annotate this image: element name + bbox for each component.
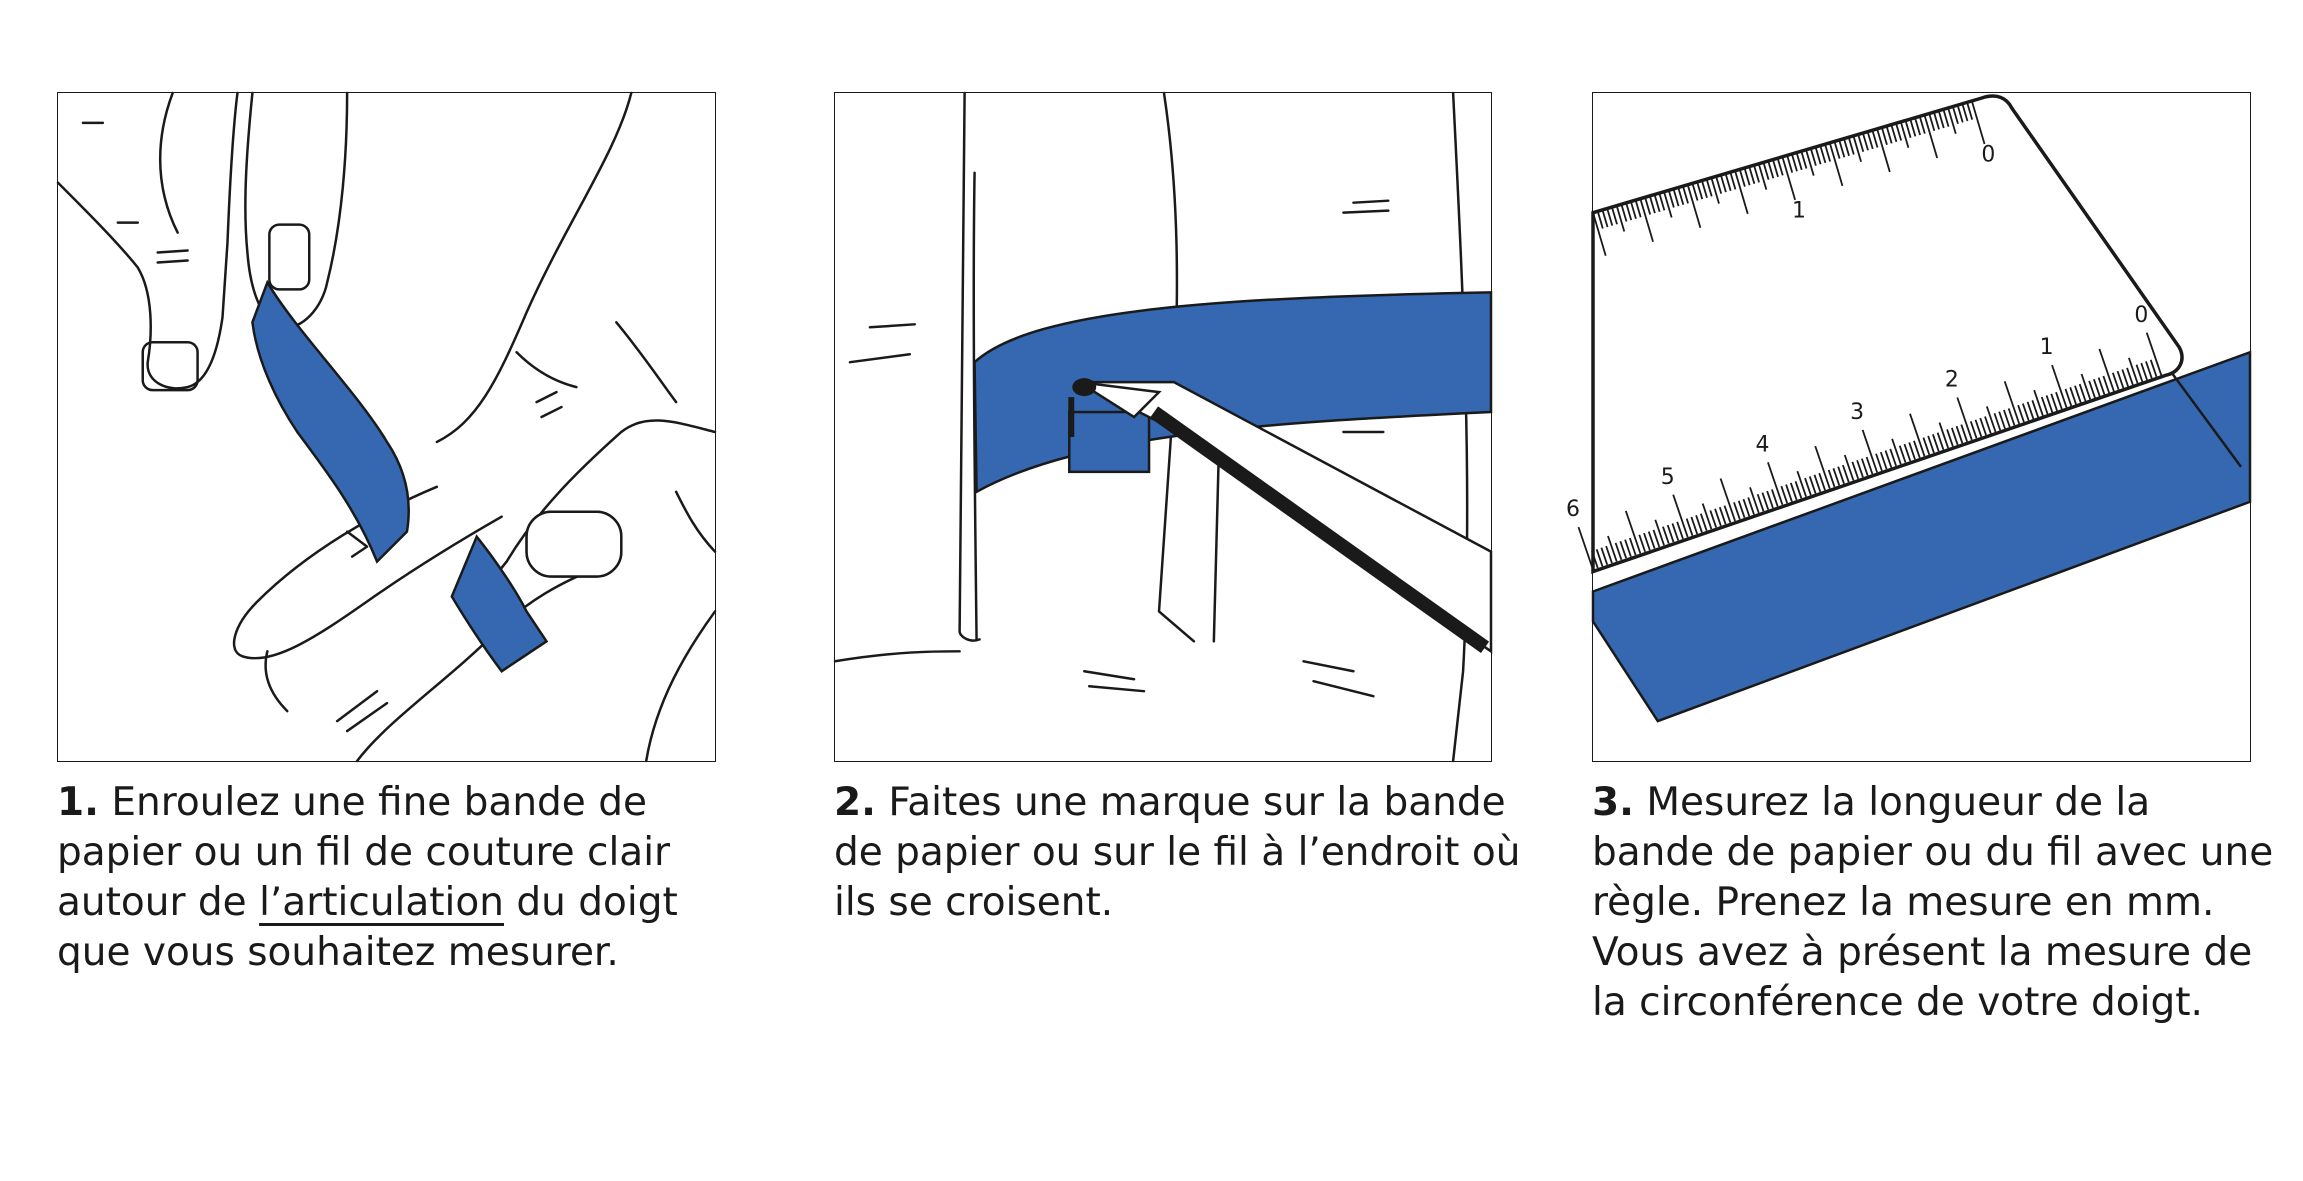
step-1-caption xyxy=(57,778,747,978)
pencil-marking-strip-illustration xyxy=(835,93,1491,761)
ruler-label: 0 xyxy=(1981,142,1996,168)
step-1-number: 1. xyxy=(57,780,99,825)
ruler-label: 1 xyxy=(2039,335,2054,361)
ruler-label: 1 xyxy=(1791,198,1806,224)
step-3-text: Mesurez la longueur de la bande de papier ou du fil avec une règle. Prenez la mesure en mm. Vous avez à présent la mesure de la circonférence de votre doigt. xyxy=(1592,780,2274,1025)
step-2-text: Faites une marque sur la bande de papier ou sur le fil à l’endroit où ils se croisent. xyxy=(834,780,1521,925)
step-2-caption xyxy=(834,778,1524,928)
step-1-illustration xyxy=(57,92,716,762)
ruler-label: 3 xyxy=(1850,400,1865,426)
ruler-label: 2 xyxy=(1944,367,1959,393)
step-2-number: 2. xyxy=(834,780,876,825)
ruler-tick xyxy=(1578,527,1593,569)
step-3-illustration xyxy=(1566,92,2251,762)
ruler-label: 6 xyxy=(1566,497,1580,523)
step-1-text-after: du doigt que vous souhaitez mesurer. xyxy=(57,880,678,975)
step-2-illustration xyxy=(834,92,1492,762)
step-1-text-before: Enroulez une fine bande de papier ou un fil de couture clair autour de xyxy=(57,780,671,925)
ruler-label: 5 xyxy=(1660,464,1675,490)
step-3-number: 3. xyxy=(1592,780,1634,825)
ruler-measuring-strip-illustration xyxy=(1566,93,2250,761)
ruler-label: 4 xyxy=(1755,432,1770,458)
blue-strip xyxy=(252,282,408,561)
step-1-underlined-term: l’articulation xyxy=(259,880,504,925)
step-3-caption xyxy=(1592,778,2282,1028)
hand-wrapping-strip-illustration xyxy=(58,93,715,761)
ruler-label: 0 xyxy=(2134,302,2149,328)
